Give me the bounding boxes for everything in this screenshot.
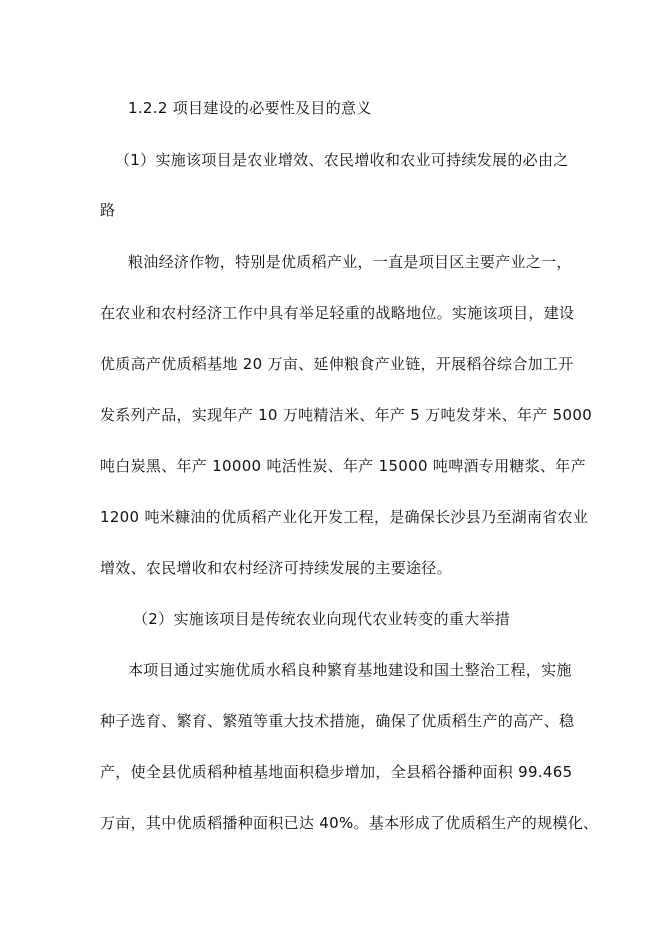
paragraph-line: 种子选育、繁育、繁殖等重大技术措施，确保了优质稻生产的高产、稳	[100, 712, 575, 730]
paragraph-line: 1200 吨米糠油的优质稻产业化开发工程，是确保长沙县乃至湖南省农业	[100, 508, 589, 526]
paragraph-line: 产，使全县优质稻种植基地面积稳步增加，全县稻谷播种面积 99.465	[100, 763, 573, 781]
subsection-heading-1-continued: 路	[100, 201, 116, 219]
subsection-heading-2: （2）实施该项目是传统农业向现代农业转变的重大举措	[133, 610, 511, 628]
paragraph-line: 增效、农民增收和农村经济可持续发展的主要途径。	[100, 559, 452, 577]
paragraph-line: 本项目通过实施优质水稻良种繁育基地建设和国土整治工程，实施	[128, 661, 572, 679]
paragraph-line: 吨白炭黑、年产 10000 吨活性炭、年产 15000 吨啤酒专用糖浆、年产	[100, 457, 586, 475]
paragraph-line: 粮油经济作物，特别是优质稻产业，一直是项目区主要产业之一，	[128, 253, 572, 271]
paragraph-line: 万亩，其中优质稻播种面积已达 40%。基本形成了优质稻生产的规模化、	[100, 814, 599, 832]
paragraph-line: 发系列产品，实现年产 10 万吨精洁米、年产 5 万吨发芽米、年产 5000	[100, 406, 593, 424]
paragraph-line: 在农业和农村经济工作中具有举足轻重的战略地位。实施该项目，建设	[100, 304, 575, 322]
section-heading: 1.2.2 项目建设的必要性及目的意义	[128, 99, 372, 117]
subsection-heading-1: （1）实施该项目是农业增效、农民增收和农业可持续发展的必由之	[115, 151, 569, 169]
paragraph-line: 优质高产优质稻基地 20 万亩、延伸粮食产业链，开展稻谷综合加工开	[100, 355, 574, 373]
